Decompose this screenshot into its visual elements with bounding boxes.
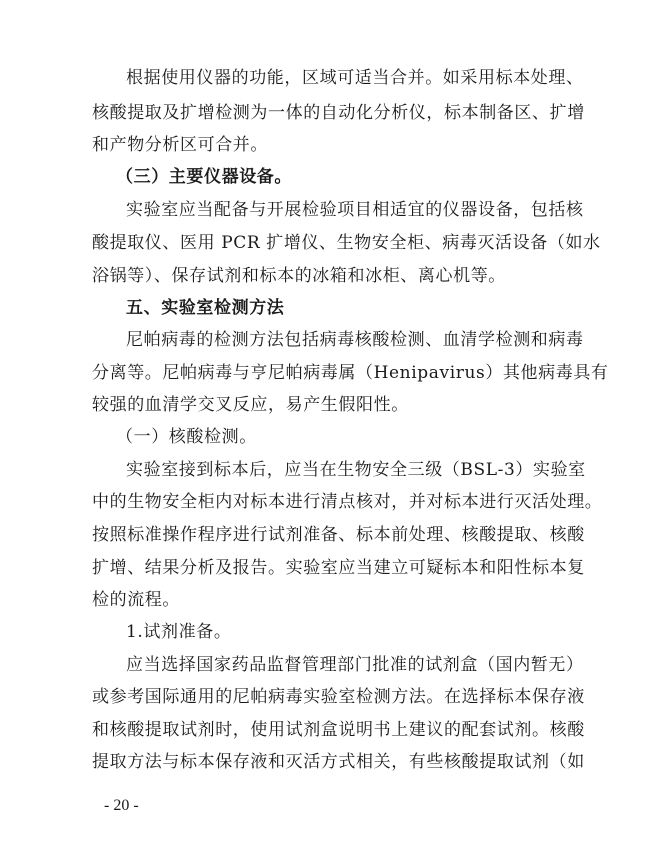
paragraph-line: 分离等。尼帕病毒与亨尼帕病毒属（Henipavirus）其他病毒具有 xyxy=(92,363,609,383)
paragraph-line: 检的流程。 xyxy=(92,590,180,610)
paragraph-line: 酸提取仪、医用 PCR 扩增仪、生物安全柜、病毒灭活设备（如水 xyxy=(92,233,601,253)
paragraph-line: 实验室应当配备与开展检验项目相适宜的仪器设备，包括核 xyxy=(126,200,584,220)
paragraph-line: 和核酸提取试剂时，使用试剂盒说明书上建议的配套试剂。核酸 xyxy=(92,720,585,740)
paragraph-line: 提取方法与标本保存液和灭活方式相关，有些核酸提取试剂（如 xyxy=(92,752,585,772)
paragraph-line: 按照标准操作程序进行试剂准备、标本前处理、核酸提取、核酸 xyxy=(92,525,585,545)
chapter-heading: 五、实验室检测方法 xyxy=(126,298,285,318)
paragraph-line: 扩增、结果分析及报告。实验室应当建立可疑标本和阳性标本复 xyxy=(92,558,585,578)
paragraph-line: 核酸提取及扩增检测为一体的自动化分析仪，标本制备区、扩增 xyxy=(92,103,585,123)
page-number: - 20 - xyxy=(104,797,139,814)
paragraph-line: 实验室接到标本后，应当在生物安全三级（BSL-3）实验室 xyxy=(126,460,586,480)
paragraph-line: 尼帕病毒的检测方法包括病毒核酸检测、血清学检测和病毒 xyxy=(126,330,584,350)
paragraph-line: 较强的血清学交叉反应，易产生假阳性。 xyxy=(92,395,409,415)
section-heading: （一）核酸检测。 xyxy=(116,427,257,447)
paragraph-line: 或参考国际通用的尼帕病毒实验室检测方法。在选择标本保存液 xyxy=(92,687,585,707)
section-heading: （三）主要仪器设备。 xyxy=(116,167,292,187)
paragraph-line: 和产物分析区可合并。 xyxy=(92,135,268,155)
paragraph-line: 根据使用仪器的功能，区域可适当合并。如采用标本处理、 xyxy=(126,68,584,88)
paragraph-line: 浴锅等）、保存试剂和标本的冰箱和冰柜、离心机等。 xyxy=(92,266,506,286)
paragraph-line: 应当选择国家药品监督管理部门批准的试剂盒（国内暂无） xyxy=(126,655,584,675)
subsection-heading: 1.试剂准备。 xyxy=(126,622,232,642)
paragraph-line: 中的生物安全柜内对标本进行清点核对，并对标本进行灭活处理。 xyxy=(92,492,603,512)
